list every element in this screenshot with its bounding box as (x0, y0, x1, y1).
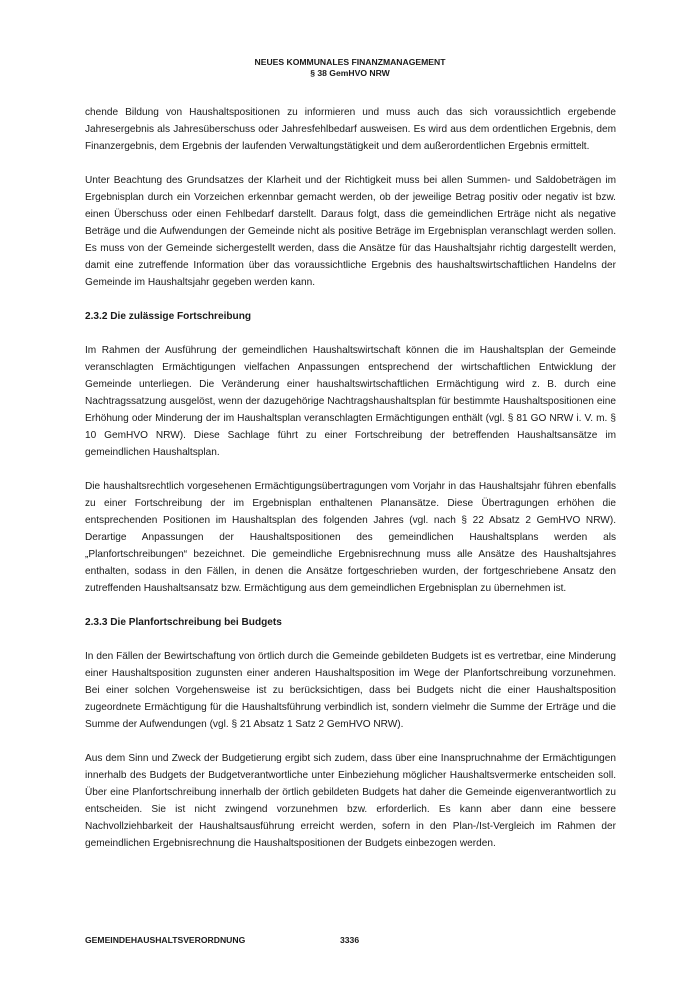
paragraph: Im Rahmen der Ausführung der gemeindlichen Haushaltswirtschaft können die im Haushaltsplan der Gemeinde veranschlagten Ermächtigungen vielfachen Anpassungen entsprechend der wirtschaftlichen Entwicklung der Gemeinde unterliegen. Die Veränderung einer haushaltswirtschaftlichen Ermächtigung wird z. B. durch eine Nachtragssatzung ausgelöst, wenn der dazugehörige Nachtragshaushaltsplan für bestimmte Haushaltspositionen eine Erhöhung oder Minderung der im Haushaltsplan veranschlagten Ermächtigungen enthält (vgl. § 81 GO NRW i. V. m. § 10 GemHVO NRW). Diese Sachlage führt zu einer Fortschreibung der betreffenden Haushaltsansätze im gemeindlichen Haushaltsplan. (85, 345, 616, 458)
header-subtitle: § 38 GemHVO NRW (310, 68, 390, 78)
paragraph: Aus dem Sinn und Zweck der Budgetierung ergibt sich zudem, dass über eine Inanspruchnahme der Ermächtigungen innerhalb des Budgets der Budgetverantwortliche unter Einbeziehung möglicher Haushaltsvermerke entscheiden soll. Über eine Planfortschreibung innerhalb der örtlich gebildeten Budgets hat daher die Gemeinde eigenverantwortlich zu entscheiden. Sie ist nicht zwingend vorzunehmen bzw. erforderlich. Es kann aber dann eine bessere Nachvollziehbarkeit der Haushaltsausführung erreicht werden, sofern in den Plan-/Ist-Vergleich im Rahmen der gemeindlichen Ergebnisrechnung die Haushaltspositionen der Budgets einbezogen werden. (85, 753, 616, 849)
paragraph: Unter Beachtung des Grundsatzes der Klarheit und der Richtigkeit muss bei allen Summen- und Saldobeträgen im Ergebnisplan durch ein Vorzeichen erkennbar gemacht werden, ob der jeweilige Betrag positiv oder negativ ist bzw. einen Überschuss oder einen Fehlbedarf darstellt. Daraus folgt, dass die gemeindlichen Erträge nicht als negative Beträge und die Aufwendungen der Gemeinde nicht als positive Beträge im Ergebnisplan veranschlagt werden sollen. Es muss von der Gemeinde sichergestellt werden, dass die Ansätze für das Haushaltsjahr richtig dargestellt werden, damit eine zutreffende Information über das voraussichtliche Ergebnis des haushaltswirtschaftlichen Handelns der Gemeinde im Haushaltsjahr gegeben werden kann. (85, 175, 616, 288)
section-heading: 2.3.3 Die Planfortschreibung bei Budgets (85, 617, 282, 628)
paragraph: In den Fällen der Bewirtschaftung von örtlich durch die Gemeinde gebildeten Budgets ist es vertretbar, eine Minderung einer Haushaltsposition zugunsten einer anderen Haushaltsposition im Wege der Planfortschreibung vorzunehmen. Bei einer solchen Vorgehensweise ist zu berücksichtigen, dass bei Budgets nicht die einer Haushaltsposition zugeordnete Ermächtigung für die Haushaltsführung verbindlich ist, sondern vielmehr die Summe der Erträge und die Summe der Aufwendungen (vgl. § 21 Absatz 1 Satz 2 GemHVO NRW). (85, 651, 616, 730)
header-title: NEUES KOMMUNALES FINANZMANAGEMENT (254, 57, 446, 67)
footer-title: GEMEINDEHAUSHALTSVERORDNUNG (85, 935, 246, 945)
section-heading: 2.3.2 Die zulässige Fortschreibung (85, 311, 252, 322)
document-body (85, 104, 616, 869)
paragraph: Die haushaltsrechtlich vorgesehenen Ermächtigungsübertragungen vom Vorjahr in das Haushaltsjahr führen ebenfalls zu einer Fortschreibung der im Ergebnisplan enthaltenen Planansätze. Diese Übertragungen erhöhen die entsprechenden Positionen im Haushaltsplan des folgenden Jahres (vgl. nach § 22 Absatz 2 GemHVO NRW). Derartige Anpassungen der Haushaltspositionen des gemeindlichen Haushaltsplans werden als „Planfortschreibungen“ bezeichnet. Die gemeindliche Ergebnisrechnung muss alle Ansätze des Haushaltsjahres enthalten, sodass in den Fällen, in denen die Ansätze fortgeschrieben wurden, der fortgeschriebene Ansatz den zutreffenden Haushaltsansatz bzw. Ermächtigung aus dem gemeindlichen Ergebnisplan zu übernehmen ist. (85, 481, 616, 594)
paragraph: chende Bildung von Haushaltspositionen zu informieren und muss auch das sich voraussichtlich ergebende Jahresergebnis als Jahresüberschuss oder Jahresfehlbedarf ausweisen. Es wird aus dem ordentlichen Ergebnis, dem Finanzergebnis, dem Ergebnis der laufenden Verwaltungstätigkeit und dem außerordentlichen Ergebnis ermittelt. (85, 107, 616, 152)
page-header (0, 57, 700, 79)
page-footer (85, 935, 616, 945)
page-number: 3336 (340, 935, 360, 945)
